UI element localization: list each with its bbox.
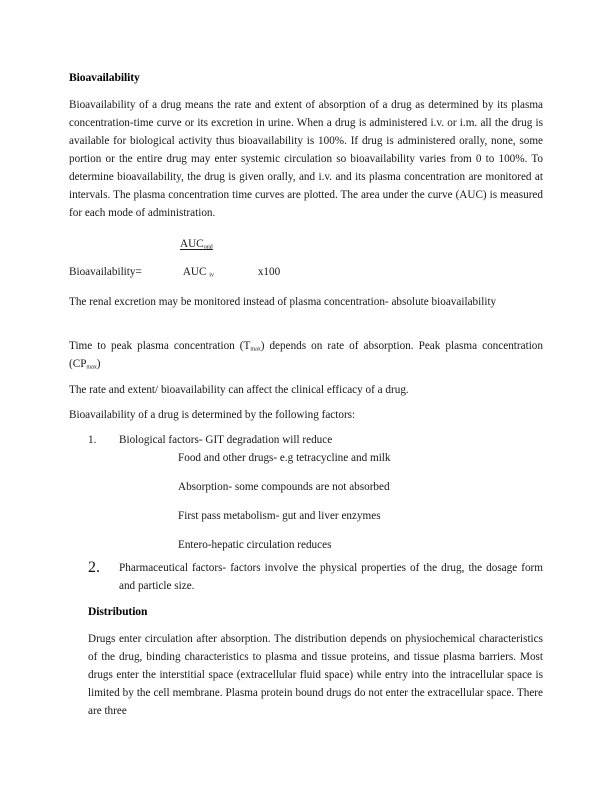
list-subitem: Food and other drugs- e.g tetracycline and milk [178,452,391,464]
paragraph-tmax-cpmax [69,337,543,373]
list-subitem: Entero-hepatic circulation reduces [178,539,332,551]
list-item-marker: 1. [88,434,97,446]
formula-numerator-subscript: oral [203,243,213,251]
list-subitem: Absorption- some compounds are not absorbed [178,481,390,493]
list-subitem: First pass metabolism- gut and liver enzymes [178,510,381,522]
paragraph-renal-excretion: The renal excretion may be monitored instead of plasma concentration- absolute bioavailability [69,296,497,308]
paragraph-rate-extent-efficacy: The rate and extent/ bioavailability can affect the clinical efficacy of a drug. [69,384,409,396]
formula-multiplier: x100 [257,266,281,278]
tmax-text-part1: Time to peak plasma concentration (T [69,340,251,352]
paragraph-bioavailability-intro: Bioavailability of a drug means the rate and extent of absorption of a drug as determined by its plasma concentration-time curve or its excretion in urine. When a drug is administered i.v. or i.m. all the drug is available for biological activity thus bioavailability is 100%. If drug is administered orally, none, some portion or the entire drug may enter systemic circulation so bioavailability varies from 0 to 100%. To determine bioavailability, the drug is given orally, and i.v. and its plasma concentration are monitored at intervals. The plasma concentration time curves are plotted. The area under the curve (AUC) is measured for each mode of administration. [69,99,543,219]
formula-row [69,264,280,280]
formula-denominator-base: AUC [182,266,207,278]
formula-denominator [183,264,214,280]
factors-list [69,431,543,449]
section-heading-distribution: Distribution [88,605,148,618]
formula-denominator-subscript: iv [209,271,214,279]
tmax-text-part3: ) [96,358,101,370]
paragraph-factors-lead-in: Bioavailability of a drug is determined by the following factors: [69,409,356,421]
list-item-label: Pharmaceutical factors- factors involve the physical properties of the drug, the dosage form and particle size. [119,562,543,592]
list-item [69,559,543,595]
tmax-text-part2: ) depends on rate of absorption. Peak plasma concentration (CP [69,340,543,370]
cpmax-subscript: max [86,363,97,371]
formula-numerator-base: AUC [180,238,204,250]
formula-label: Bioavailability= [69,266,142,278]
list-item-label: Biological factors- GIT degradation will reduce [119,434,333,446]
list-item-marker: 2. [88,559,100,576]
list-item [69,431,543,449]
paragraph-distribution-intro: Drugs enter circulation after absorption. The distribution depends on physiochemical characteristics of the drug, binding characteristics to plasma and tissue proteins, and tissue plasma barriers. Most drugs enter the interstitial space (extracellular fluid space) while entry into the intracellular space is limited by the cell membrane. Plasma protein bound drugs do not enter the extracellular space. There are three [88,633,543,717]
section-heading-bioavailability: Bioavailability [69,71,140,84]
formula-numerator [180,236,213,252]
tmax-subscript: max [250,345,261,353]
